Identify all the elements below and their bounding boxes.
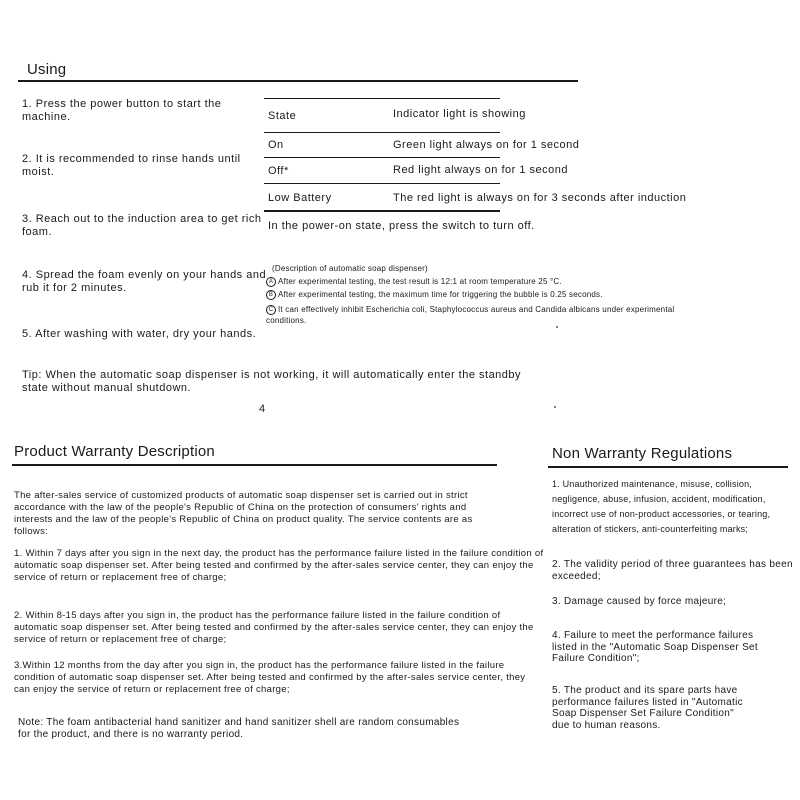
table-header-state: State [268,110,297,122]
table-rule-bottom [264,210,500,212]
warranty-intro: The after-sales service of customized products of automatic soap dispenser set is carried out in strict accordance with the law of the people's Republic of China on the protection of consumers' rights and interests and the law of the people's Republic of China on product quality. The service contents are as follows: [14,490,473,537]
non-warranty-item-4: 4. Failure to meet the performance failures listed in the "Automatic Soap Dispenser Set Failure Condition"; [552,630,758,664]
non-warranty-item-3: 3. Damage caused by force majeure; [552,596,727,607]
table-rule-top [264,98,500,99]
non-warranty-item-2: 2. The validity period of three guarantees has been exceeded; [552,559,793,582]
warranty-item-2: 2. Within 8-15 days after you sign in, the product has the performance failure listed in the failure condition of automatic soap dispenser set. After being tested and confirmed by the after-sales service center, they can enjoy the service of return or replacement free of charge; [14,610,534,645]
warranty-title: Product Warranty Description [14,443,215,460]
power-off-note: In the power-on state, press the switch to turn off. [268,220,535,232]
step-1: 1. Press the power button to start the machine. [22,98,222,123]
marker-b-icon: B [266,290,276,300]
warranty-item-3: 3.Within 12 months from the day after you sign in, the product has the performance failure listed in the failure condition of automatic soap dispenser set. After being tested and confirmed by the after-sales service center, they can enjoy the service of return or replacement free of charge; [14,660,526,695]
description-title: (Description of automatic soap dispenser) [272,264,428,273]
marker-c-icon: C [266,305,276,315]
step-5: 5. After washing with water, dry your hands. [22,328,257,340]
marker-a-icon: A [266,277,276,287]
table-cell-indicator: Red light always on for 1 second [393,164,568,176]
description-item-a: A After experimental testing, the test result is 12:1 at room temperature 25 °C. [266,276,706,287]
table-cell-state: Low Battery [268,192,332,204]
non-warranty-title: Non Warranty Regulations [552,445,733,462]
warranty-item-1: 1. Within 7 days after you sign in the next day, the product has the performance failure listed in the failure condition of automatic soap dispenser set. After being tested and confirmed by the after-sales service center, they can enjoy the service of return or replacement free of charge; [14,548,544,583]
warranty-note: Note: The foam antibacterial hand sanitizer and hand sanitizer shell are random consumables for the product, and there is no warranty period. [18,717,460,740]
non-warranty-item-1: 1. Unauthorized maintenance, misuse, collision, negligence, abuse, infusion, accident, modification, incorrect use of non-product accessories, or tearing, alteration of stickers, anti-counterfeiting marks; [552,479,771,534]
description-item-c: C It can effectively inhibit Escherichia coli, Staphylococcus aureus and Candida albicans under experimental conditions. [266,305,675,325]
speck [554,406,556,408]
step-2: 2. It is recommended to rinse hands until moist. [22,153,241,178]
table-rule-row [264,157,500,158]
warranty-title-rule [12,464,497,466]
speck [556,326,558,328]
table-cell-state: On [268,139,284,151]
step-4: 4. Spread the foam evenly on your hands and rub it for 2 minutes. [22,269,267,294]
table-cell-indicator: The red light is always on for 3 seconds after induction [393,192,687,204]
step-3: 3. Reach out to the induction area to get rich foam. [22,213,262,238]
using-title-rule [18,80,578,82]
table-cell-state: Off* [268,165,289,177]
table-cell-indicator: Green light always on for 1 second [393,139,580,151]
table-rule-row [264,183,500,184]
tip-text: Tip: When the automatic soap dispenser is not working, it will automatically enter the standby state without manual shutdown. [22,369,522,394]
description-item-b: B After experimental testing, the maximum time for triggering the bubble is 0.25 seconds. [266,289,706,300]
page-number: 4 [259,403,266,415]
table-rule-header [264,132,500,133]
non-warranty-item-5: 5. The product and its spare parts have performance failures listed in "Automatic Soap Dispenser Set Failure Condition" due to human reasons. [552,685,743,731]
table-header-indicator: Indicator light is showing [393,108,526,120]
using-title: Using [27,61,67,78]
non-warranty-title-rule [548,466,788,468]
